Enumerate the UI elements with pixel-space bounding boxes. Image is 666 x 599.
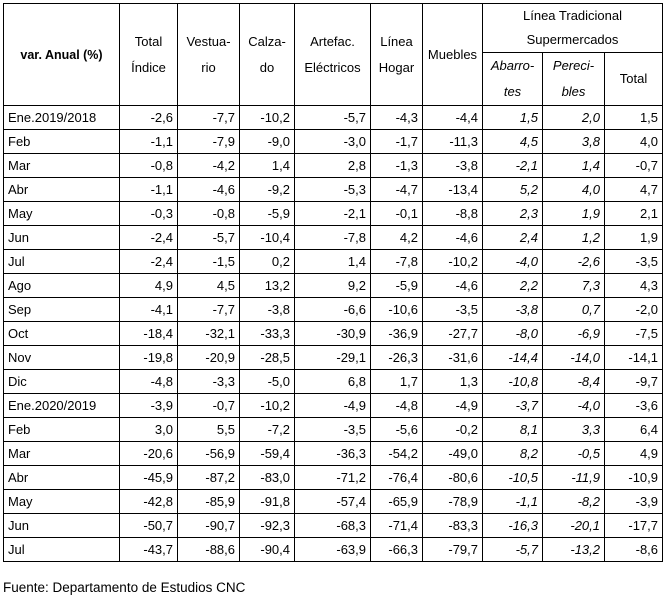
table-cell: -50,7 xyxy=(120,514,178,538)
table-cell: -0,3 xyxy=(120,202,178,226)
row-label: Dic xyxy=(4,370,120,394)
table-cell: -79,7 xyxy=(423,538,483,562)
table-cell: -87,2 xyxy=(178,466,240,490)
table-cell: -5,7 xyxy=(483,538,543,562)
table-cell: 4,2 xyxy=(371,226,423,250)
table-cell: -2,6 xyxy=(543,250,605,274)
table-cell: -7,8 xyxy=(295,226,371,250)
table-cell: 1,4 xyxy=(295,250,371,274)
row-label: Nov xyxy=(4,346,120,370)
table-cell: -31,6 xyxy=(423,346,483,370)
table-row xyxy=(4,178,663,202)
table-cell: 9,2 xyxy=(295,274,371,298)
table-cell: -1,1 xyxy=(120,178,178,202)
column-header-muebles: Muebles xyxy=(423,4,483,106)
table-cell: -10,9 xyxy=(605,466,663,490)
table-row xyxy=(4,250,663,274)
table-cell: 2,4 xyxy=(483,226,543,250)
table-row xyxy=(4,466,663,490)
table-cell: -3,6 xyxy=(605,394,663,418)
row-label: Mar xyxy=(4,442,120,466)
table-cell: -1,3 xyxy=(371,154,423,178)
table-cell: -0,7 xyxy=(178,394,240,418)
table-cell: -8,2 xyxy=(543,490,605,514)
table-row xyxy=(4,514,663,538)
table-cell: -36,3 xyxy=(295,442,371,466)
table-cell: -10,4 xyxy=(240,226,295,250)
table-cell: 4,0 xyxy=(605,130,663,154)
row-label: May xyxy=(4,202,120,226)
table-header xyxy=(4,4,663,106)
table-cell: -20,6 xyxy=(120,442,178,466)
row-label: Jun xyxy=(4,226,120,250)
table-cell: 4,9 xyxy=(120,274,178,298)
table-cell: -42,8 xyxy=(120,490,178,514)
table-cell: -3,0 xyxy=(295,130,371,154)
table-cell: 1,7 xyxy=(371,370,423,394)
table-cell: 5,5 xyxy=(178,418,240,442)
row-label-header: var. Anual (%) xyxy=(4,4,120,106)
table-cell: -16,3 xyxy=(483,514,543,538)
table-cell: -10,6 xyxy=(371,298,423,322)
table-cell: -10,2 xyxy=(240,394,295,418)
table-row xyxy=(4,274,663,298)
table-cell: -13,4 xyxy=(423,178,483,202)
table-cell: -5,9 xyxy=(371,274,423,298)
column-group-header-supermercados: Línea Tradicional Supermercados xyxy=(483,4,663,53)
table-cell: 0,2 xyxy=(240,250,295,274)
table-cell: -3,8 xyxy=(483,298,543,322)
row-label: Jun xyxy=(4,514,120,538)
table-cell: -7,7 xyxy=(178,106,240,130)
table-cell: -4,6 xyxy=(423,274,483,298)
table-cell: -6,9 xyxy=(543,322,605,346)
row-label: Feb xyxy=(4,130,120,154)
table-cell: 1,5 xyxy=(483,106,543,130)
table-cell: -2,6 xyxy=(120,106,178,130)
table-cell: -1,1 xyxy=(483,490,543,514)
table-cell: 2,1 xyxy=(605,202,663,226)
table-row xyxy=(4,538,663,562)
table-cell: -5,7 xyxy=(295,106,371,130)
table-row xyxy=(4,298,663,322)
source-note: Fuente: Departamento de Estudios CNC xyxy=(3,580,246,595)
table-cell: 3,3 xyxy=(543,418,605,442)
table-cell: -56,9 xyxy=(178,442,240,466)
table-cell: -14,1 xyxy=(605,346,663,370)
table-cell: -0,8 xyxy=(120,154,178,178)
table-cell: 5,2 xyxy=(483,178,543,202)
column-header-calzado: Calza- do xyxy=(240,4,295,106)
table-cell: -14,0 xyxy=(543,346,605,370)
row-label: Sep xyxy=(4,298,120,322)
table-cell: 7,3 xyxy=(543,274,605,298)
table-cell: -90,4 xyxy=(240,538,295,562)
table-cell: -91,8 xyxy=(240,490,295,514)
table-cell: -5,3 xyxy=(295,178,371,202)
table-cell: -83,3 xyxy=(423,514,483,538)
table-row xyxy=(4,202,663,226)
table-cell: -45,9 xyxy=(120,466,178,490)
table-cell: -7,2 xyxy=(240,418,295,442)
table-cell: -1,7 xyxy=(371,130,423,154)
table-cell: -7,7 xyxy=(178,298,240,322)
row-label: Oct xyxy=(4,322,120,346)
table-cell: -8,6 xyxy=(605,538,663,562)
table-cell: -92,3 xyxy=(240,514,295,538)
table-cell: -4,0 xyxy=(543,394,605,418)
table-cell: -4,3 xyxy=(371,106,423,130)
table-cell: -7,8 xyxy=(371,250,423,274)
table-cell: -7,5 xyxy=(605,322,663,346)
table-cell: -30,9 xyxy=(295,322,371,346)
column-header-perecibles: Pereci- bles xyxy=(543,53,605,106)
table-row xyxy=(4,490,663,514)
table-cell: -57,4 xyxy=(295,490,371,514)
row-label: Abr xyxy=(4,178,120,202)
table-cell: -76,4 xyxy=(371,466,423,490)
table-cell: 2,0 xyxy=(543,106,605,130)
table-cell: -10,8 xyxy=(483,370,543,394)
table-cell: -4,6 xyxy=(423,226,483,250)
table-cell: -3,8 xyxy=(423,154,483,178)
table-cell: -10,2 xyxy=(240,106,295,130)
table-cell: 1,2 xyxy=(543,226,605,250)
table-row xyxy=(4,346,663,370)
table-cell: 8,1 xyxy=(483,418,543,442)
table-cell: -0,1 xyxy=(371,202,423,226)
table-cell: -3,5 xyxy=(605,250,663,274)
table-cell: 1,9 xyxy=(543,202,605,226)
table-cell: -43,7 xyxy=(120,538,178,562)
table-cell: -4,0 xyxy=(483,250,543,274)
table-cell: -14,4 xyxy=(483,346,543,370)
table-cell: -6,6 xyxy=(295,298,371,322)
table-cell: -20,9 xyxy=(178,346,240,370)
header-row-top xyxy=(4,4,663,53)
table-cell: -4,1 xyxy=(120,298,178,322)
row-label: Ene.2020/2019 xyxy=(4,394,120,418)
table-cell: 4,0 xyxy=(543,178,605,202)
table-cell: 3,0 xyxy=(120,418,178,442)
table-cell: -2,1 xyxy=(295,202,371,226)
table-cell: -90,7 xyxy=(178,514,240,538)
table-cell: -27,7 xyxy=(423,322,483,346)
table-cell: 2,8 xyxy=(295,154,371,178)
table-cell: -1,1 xyxy=(120,130,178,154)
column-header-total-indice: Total Índice xyxy=(120,4,178,106)
table-row xyxy=(4,154,663,178)
table-cell: -36,9 xyxy=(371,322,423,346)
table-cell: -65,9 xyxy=(371,490,423,514)
table-row xyxy=(4,130,663,154)
table-cell: -8,4 xyxy=(543,370,605,394)
table-cell: 6,4 xyxy=(605,418,663,442)
column-header-vestuario: Vestua- rio xyxy=(178,4,240,106)
table-cell: 1,4 xyxy=(543,154,605,178)
row-label: Abr xyxy=(4,466,120,490)
table-cell: 1,3 xyxy=(423,370,483,394)
table-cell: -80,6 xyxy=(423,466,483,490)
table-cell: -5,7 xyxy=(178,226,240,250)
table-cell: -3,9 xyxy=(120,394,178,418)
table-cell: -0,5 xyxy=(543,442,605,466)
table-cell: -7,9 xyxy=(178,130,240,154)
table-cell: -4,2 xyxy=(178,154,240,178)
table-cell: -4,6 xyxy=(178,178,240,202)
table-cell: -3,7 xyxy=(483,394,543,418)
table-cell: -68,3 xyxy=(295,514,371,538)
table-cell: -49,0 xyxy=(423,442,483,466)
table-cell: -54,2 xyxy=(371,442,423,466)
table-cell: 4,5 xyxy=(483,130,543,154)
column-header-linea-hogar: Línea Hogar xyxy=(371,4,423,106)
table-cell: -20,1 xyxy=(543,514,605,538)
table-cell: -8,0 xyxy=(483,322,543,346)
table-cell: -10,2 xyxy=(423,250,483,274)
table-cell: -66,3 xyxy=(371,538,423,562)
table-cell: -59,4 xyxy=(240,442,295,466)
table-cell: -2,4 xyxy=(120,226,178,250)
table-cell: 2,2 xyxy=(483,274,543,298)
table-cell: -29,1 xyxy=(295,346,371,370)
table-body xyxy=(4,106,663,562)
table-cell: -3,9 xyxy=(605,490,663,514)
table-cell: 4,3 xyxy=(605,274,663,298)
table-row xyxy=(4,394,663,418)
table-cell: 4,7 xyxy=(605,178,663,202)
table-cell: -63,9 xyxy=(295,538,371,562)
table-cell: -0,2 xyxy=(423,418,483,442)
table-cell: -17,7 xyxy=(605,514,663,538)
table-cell: -32,1 xyxy=(178,322,240,346)
row-label: May xyxy=(4,490,120,514)
column-header-supermercados-total: Total xyxy=(605,53,663,106)
table-cell: -5,6 xyxy=(371,418,423,442)
table-cell: -10,5 xyxy=(483,466,543,490)
table-cell: -4,7 xyxy=(371,178,423,202)
sales-variation-table xyxy=(3,3,663,562)
row-label: Feb xyxy=(4,418,120,442)
table-cell: -9,2 xyxy=(240,178,295,202)
table-cell: -0,8 xyxy=(178,202,240,226)
table-row xyxy=(4,322,663,346)
table-cell: -4,9 xyxy=(423,394,483,418)
table-cell: -13,2 xyxy=(543,538,605,562)
table-cell: 3,8 xyxy=(543,130,605,154)
table-cell: -4,9 xyxy=(295,394,371,418)
table-cell: 2,3 xyxy=(483,202,543,226)
table-cell: -19,8 xyxy=(120,346,178,370)
table-cell: -8,8 xyxy=(423,202,483,226)
table-cell: 4,5 xyxy=(178,274,240,298)
table-cell: -4,4 xyxy=(423,106,483,130)
table-cell: 0,7 xyxy=(543,298,605,322)
table-cell: -71,4 xyxy=(371,514,423,538)
table-cell: -2,0 xyxy=(605,298,663,322)
row-label: Jul xyxy=(4,538,120,562)
table-cell: -78,9 xyxy=(423,490,483,514)
table-cell: -2,4 xyxy=(120,250,178,274)
table-row xyxy=(4,226,663,250)
table-cell: -5,9 xyxy=(240,202,295,226)
table-row xyxy=(4,418,663,442)
table-cell: -18,4 xyxy=(120,322,178,346)
table-cell: 1,5 xyxy=(605,106,663,130)
table-cell: -2,1 xyxy=(483,154,543,178)
table-cell: -11,3 xyxy=(423,130,483,154)
table-cell: -88,6 xyxy=(178,538,240,562)
table-cell: -9,0 xyxy=(240,130,295,154)
table-cell: -3,3 xyxy=(178,370,240,394)
table-cell: -9,7 xyxy=(605,370,663,394)
table-cell: 6,8 xyxy=(295,370,371,394)
column-header-abarrotes: Abarro- tes xyxy=(483,53,543,106)
column-header-artefactos-electricos: Artefac. Eléctricos xyxy=(295,4,371,106)
table-cell: -33,3 xyxy=(240,322,295,346)
row-label: Mar xyxy=(4,154,120,178)
table-cell: -3,5 xyxy=(423,298,483,322)
row-label: Ene.2019/2018 xyxy=(4,106,120,130)
table-row xyxy=(4,106,663,130)
table-cell: 1,4 xyxy=(240,154,295,178)
table-cell: -3,5 xyxy=(295,418,371,442)
table-cell: -28,5 xyxy=(240,346,295,370)
row-label: Ago xyxy=(4,274,120,298)
table-container xyxy=(3,3,663,562)
table-cell: 4,9 xyxy=(605,442,663,466)
table-cell: -26,3 xyxy=(371,346,423,370)
table-cell: -11,9 xyxy=(543,466,605,490)
row-label: Jul xyxy=(4,250,120,274)
table-cell: -3,8 xyxy=(240,298,295,322)
table-row xyxy=(4,442,663,466)
table-cell: -71,2 xyxy=(295,466,371,490)
table-cell: -1,5 xyxy=(178,250,240,274)
table-row xyxy=(4,370,663,394)
table-cell: 1,9 xyxy=(605,226,663,250)
table-cell: 13,2 xyxy=(240,274,295,298)
table-cell: -4,8 xyxy=(371,394,423,418)
table-cell: 8,2 xyxy=(483,442,543,466)
table-cell: -4,8 xyxy=(120,370,178,394)
table-cell: -85,9 xyxy=(178,490,240,514)
table-cell: -0,7 xyxy=(605,154,663,178)
table-cell: -83,0 xyxy=(240,466,295,490)
table-cell: -5,0 xyxy=(240,370,295,394)
